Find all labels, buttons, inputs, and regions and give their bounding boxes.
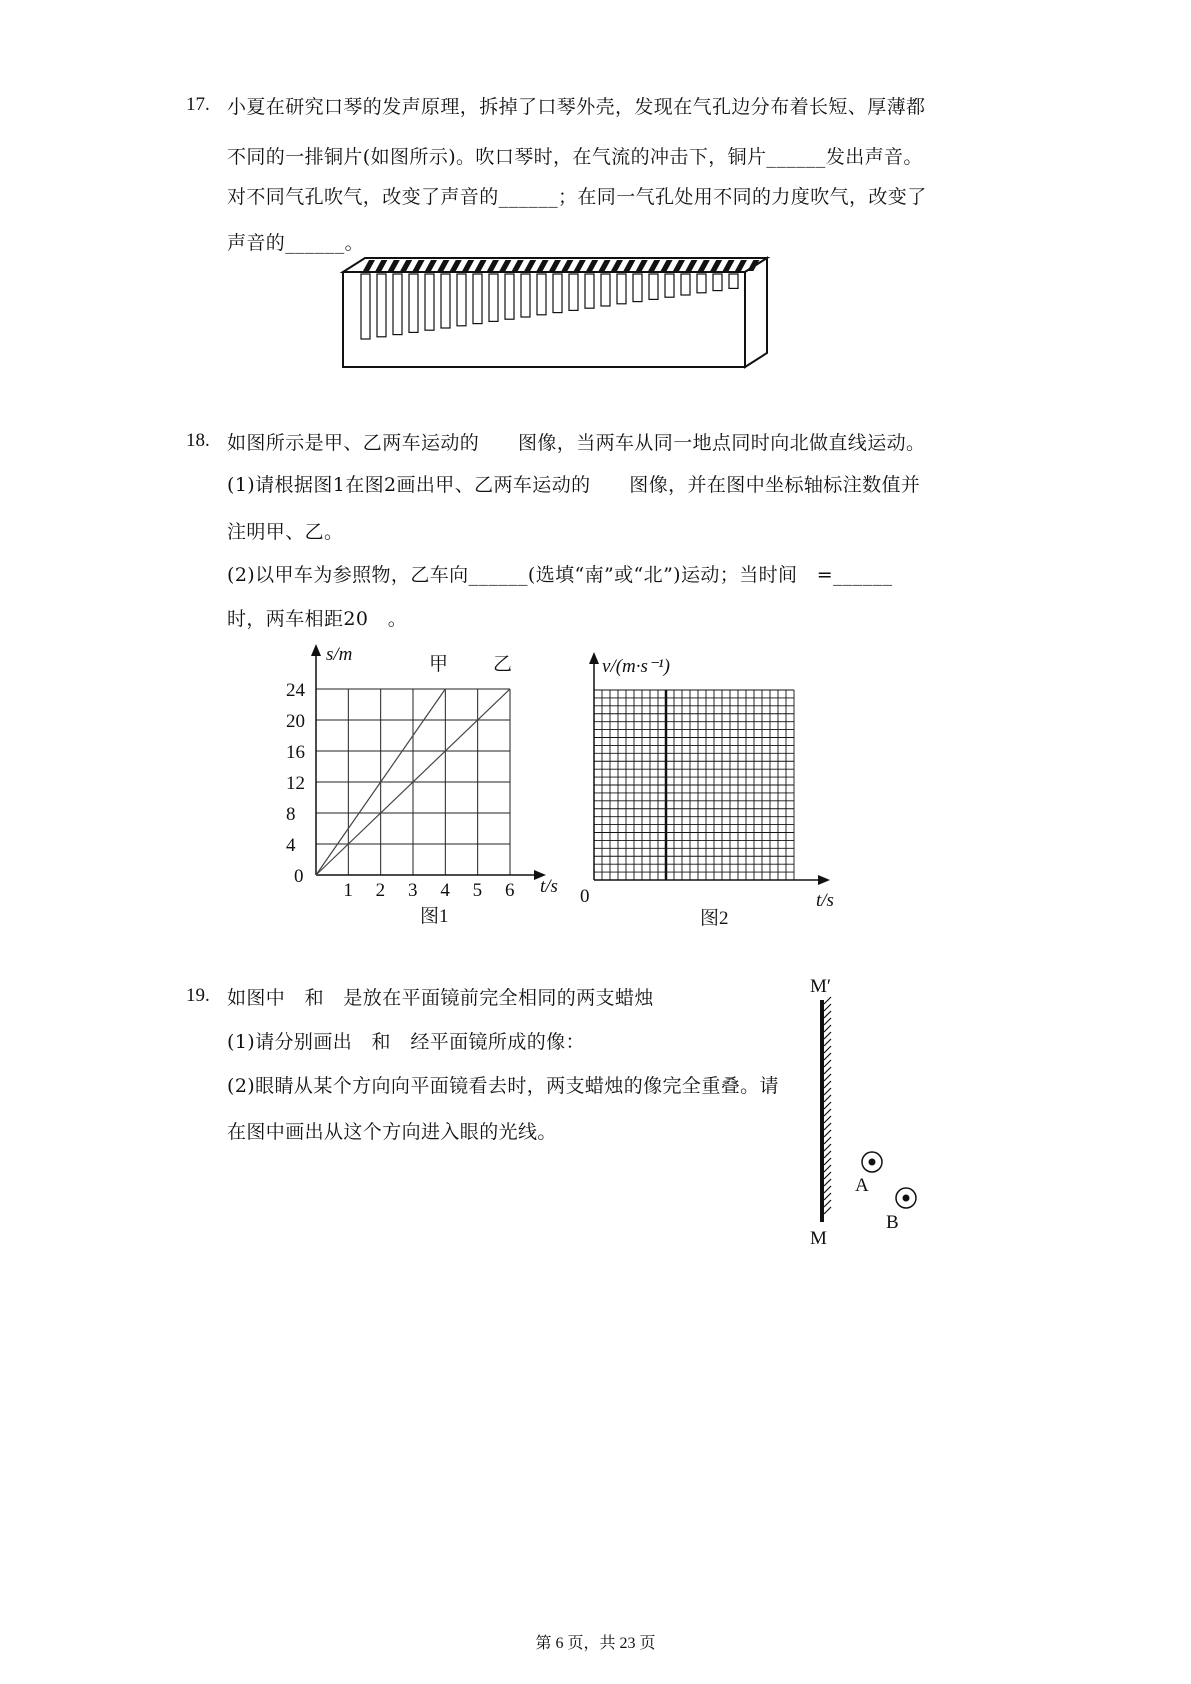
fig1-y-tick-label: 24 bbox=[286, 680, 305, 701]
mirror-hatch-mark bbox=[824, 1123, 831, 1130]
question-18-line-4: (2)以甲车为参照物，乙车向______(选填“南”或“北”)运动；当时间 =______ bbox=[227, 564, 893, 586]
question-19-number: 19. bbox=[186, 985, 210, 1006]
mirror-hatch-mark bbox=[824, 1081, 831, 1088]
fig2-origin: 0 bbox=[580, 886, 590, 907]
plane-mirror-figure bbox=[800, 970, 940, 1255]
fig2-x-label: t/s bbox=[816, 890, 834, 911]
mirror-hatch-mark bbox=[824, 1130, 831, 1137]
fig1-x-tick-label: 4 bbox=[440, 880, 450, 901]
harmonica-reed bbox=[697, 274, 706, 293]
question-19-line-1: 如图中 和 是放在平面镜前完全相同的两支蜡烛 bbox=[227, 987, 654, 1009]
question-19-line-2: (1)请分别画出 和 经平面镜所成的像： bbox=[227, 1031, 585, 1053]
mirror-hatch-mark bbox=[824, 1144, 831, 1151]
question-18-line-5: 时，两车相距20 。 bbox=[227, 608, 408, 630]
fig1-y-tick-label: 20 bbox=[286, 711, 305, 732]
harmonica-reed bbox=[521, 274, 530, 317]
mirror-hatch-mark bbox=[824, 1004, 831, 1011]
mirror-hatch-mark bbox=[824, 1137, 831, 1144]
mirror-hatch-mark bbox=[824, 1095, 831, 1102]
mirror-hatch-mark bbox=[824, 1179, 831, 1186]
mirror-hatch-mark bbox=[824, 1039, 831, 1046]
mirror-hatch-mark bbox=[824, 1074, 831, 1081]
question-17-line-3: 对不同气孔吹气，改变了声音的______；在同一气孔处用不同的力度吹气，改变了 bbox=[227, 186, 927, 208]
mirror-top-label: M′ bbox=[810, 976, 832, 997]
mirror-hatch-mark bbox=[824, 1018, 831, 1025]
mirror-hatch-mark bbox=[824, 1060, 831, 1067]
fig1-origin: 0 bbox=[294, 866, 304, 887]
fig1-series-jia-label: 甲 bbox=[429, 654, 449, 675]
harmonica-reed bbox=[393, 274, 402, 335]
fig2-x-arrow bbox=[818, 875, 830, 885]
fig1-y-tick-label: 12 bbox=[286, 773, 305, 794]
fig1-y-arrow bbox=[311, 644, 321, 656]
mirror-hatch-mark bbox=[824, 1200, 831, 1207]
harmonica-reed bbox=[505, 274, 514, 319]
fig2-caption: 图2 bbox=[700, 908, 729, 929]
question-18-number: 18. bbox=[186, 430, 210, 451]
fig2-y-label: v/(m·s⁻¹) bbox=[602, 656, 670, 677]
harmonica-reed bbox=[585, 274, 594, 308]
harmonica-reed bbox=[409, 274, 418, 332]
harmonica-reed bbox=[489, 274, 498, 321]
figure-1-st-graph bbox=[280, 640, 580, 935]
candle-a-label: A bbox=[855, 1175, 869, 1196]
harmonica-reed bbox=[569, 274, 578, 310]
fig1-x-tick-label: 3 bbox=[408, 880, 418, 901]
harmonica-reed bbox=[361, 274, 370, 339]
harmonica-reed bbox=[473, 274, 482, 324]
harmonica-reed bbox=[617, 274, 626, 304]
harmonica-reed bbox=[681, 274, 690, 295]
mirror-hatch-mark bbox=[824, 1102, 831, 1109]
question-18-line-3: 注明甲、乙。 bbox=[227, 521, 344, 543]
mirror-hatch-mark bbox=[824, 1109, 831, 1116]
harmonica-reed bbox=[377, 274, 386, 337]
fig1-x-tick-label: 6 bbox=[505, 880, 515, 901]
candle-b bbox=[896, 1188, 916, 1208]
candle-b-label: B bbox=[886, 1212, 899, 1233]
harmonica-reed bbox=[601, 274, 610, 306]
question-19-line-4: 在图中画出从这个方向进入眼的光线。 bbox=[227, 1121, 557, 1143]
mirror-bottom-label: M bbox=[810, 1228, 827, 1249]
mirror-hatch-mark bbox=[824, 1116, 831, 1123]
harmonica-reed bbox=[553, 274, 562, 313]
fig1-y-tick-label: 16 bbox=[286, 742, 305, 763]
question-17-line-1: 小夏在研究口琴的发声原理，拆掉了口琴外壳，发现在气孔边分布着长短、厚薄都 bbox=[227, 96, 926, 118]
question-18-line-2: (1)请根据图1在图2画出甲、乙两车运动的 图像，并在图中坐标轴标注数值并 bbox=[227, 474, 921, 496]
fig1-caption: 图1 bbox=[420, 906, 449, 927]
mirror-hatch-mark bbox=[824, 1172, 831, 1179]
harmonica-reed bbox=[729, 274, 738, 288]
fig2-grid bbox=[594, 690, 794, 880]
mirror-hatch-mark bbox=[824, 1088, 831, 1095]
mirror-hatch-mark bbox=[824, 1165, 831, 1172]
mirror-hatch-mark bbox=[824, 1067, 831, 1074]
mirror-hatch-mark bbox=[824, 1032, 831, 1039]
harmonica-reed bbox=[665, 274, 674, 297]
mirror-hatch-mark bbox=[824, 1186, 831, 1193]
harmonica-reed bbox=[713, 274, 722, 291]
mirror-hatch bbox=[824, 997, 831, 1214]
fig1-x-tick-label: 2 bbox=[375, 880, 386, 901]
question-19-line-3: (2)眼睛从某个方向向平面镜看去时，两支蜡烛的像完全重叠。请 bbox=[227, 1075, 779, 1097]
mirror-hatch-mark bbox=[824, 1151, 831, 1158]
mirror-hatch-mark bbox=[824, 997, 831, 1004]
mirror-hatch-mark bbox=[824, 1046, 831, 1053]
mirror-hatch-mark bbox=[824, 1158, 831, 1165]
mirror-hatch-mark bbox=[824, 1207, 831, 1214]
harmonica-reeds-figure bbox=[335, 250, 775, 375]
figure-2-vt-grid bbox=[574, 648, 864, 938]
question-17-line-4: 声音的______。 bbox=[227, 232, 365, 254]
mirror-hatch-mark bbox=[824, 1011, 831, 1018]
mirror-hatch-mark bbox=[824, 1193, 831, 1200]
harmonica-reed bbox=[441, 274, 450, 328]
fig1-y-tick-label: 4 bbox=[286, 835, 296, 856]
page-footer: 第 6 页，共 23 页 bbox=[535, 1635, 656, 1652]
fig1-y-label: s/m bbox=[326, 644, 353, 665]
fig1-y-tick-label: 8 bbox=[286, 804, 296, 825]
mirror-hatch-mark bbox=[824, 1053, 831, 1060]
question-17-number: 17. bbox=[186, 94, 210, 115]
fig1-x-tick-label: 1 bbox=[343, 880, 353, 901]
harmonica-reed bbox=[457, 274, 466, 326]
harmonica-reed bbox=[633, 274, 642, 302]
fig1-series-yi-label: 乙 bbox=[493, 654, 513, 675]
question-18-line-1: 如图所示是甲、乙两车运动的 图像，当两车从同一地点同时向北做直线运动。 bbox=[227, 432, 926, 454]
mirror-hatch-mark bbox=[824, 1025, 831, 1032]
question-17-line-2: 不同的一排铜片(如图所示)。吹口琴时，在气流的冲击下，铜片______发出声音。 bbox=[227, 146, 923, 168]
harmonica-reed bbox=[649, 274, 658, 299]
fig2-y-arrow bbox=[589, 652, 599, 664]
candle-a bbox=[862, 1152, 882, 1172]
harmonica-reed bbox=[425, 274, 434, 330]
fig1-x-tick-label: 5 bbox=[472, 880, 483, 901]
fig1-x-label: t/s bbox=[540, 876, 558, 897]
harmonica-reed bbox=[537, 274, 546, 315]
